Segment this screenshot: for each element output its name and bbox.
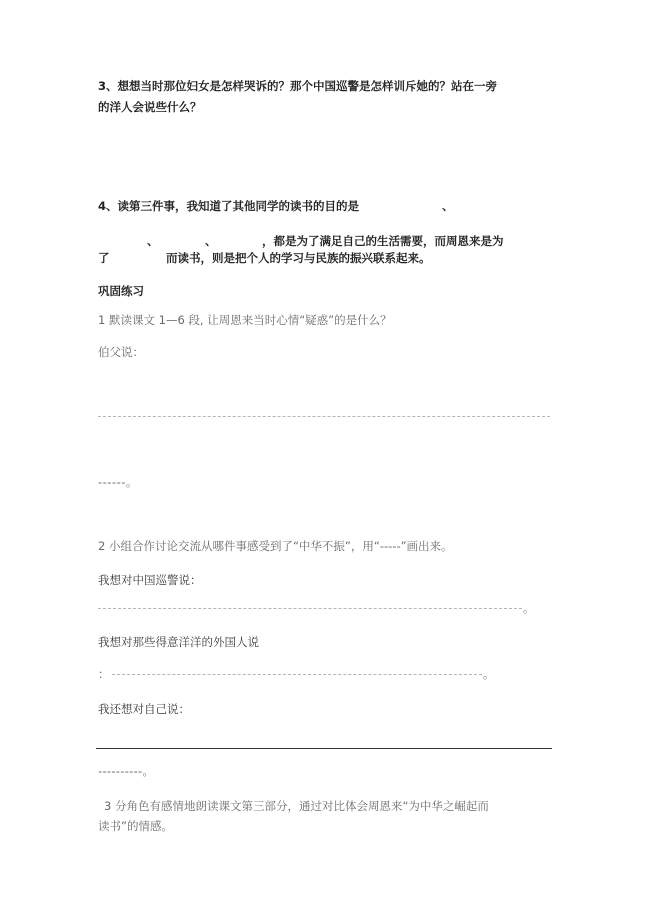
to-self-label: 我还想对自己说： <box>98 702 190 716</box>
section-title: 巩固练习 <box>98 284 144 298</box>
answer-line-foreigners[interactable] <box>112 674 482 675</box>
answer-line-police-end: 。 <box>523 601 535 615</box>
exercise-2-question: 2 小组合作讨论交流从哪件事感受到了“中华不振”，用“-----”画出来。 <box>98 539 453 553</box>
question-3-line-2: 的洋人会说些什么？ <box>98 100 202 114</box>
answer-line-self-tail: ----------。 <box>98 764 155 778</box>
uncle-said-label: 伯父说： <box>98 345 144 359</box>
exercise-3-line-2: 读书”的情感。 <box>98 819 173 833</box>
question-4-line-2: ，都是为了满足自己的生活需要，而周恩来是为 <box>262 234 504 248</box>
answer-line-foreigners-colon: ： <box>98 667 110 681</box>
answer-line-1[interactable] <box>98 416 550 417</box>
question-3-line-1: 3、想想当时那位妇女是怎样哭诉的？那个中国巡警是怎样训斥她的？站在一旁 <box>98 79 497 93</box>
answer-line-police[interactable] <box>98 608 522 609</box>
question-4-comma-1: 、 <box>442 199 454 213</box>
to-police-label: 我想对中国巡警说： <box>98 573 202 587</box>
to-foreigners-label: 我想对那些得意洋洋的外国人说 <box>98 635 259 649</box>
answer-line-self[interactable] <box>96 748 552 749</box>
exercise-3-line-1: 3 分角色有感情地朗读课文第三部分，通过对比体会周恩来“为中华之崛起而 <box>104 799 489 813</box>
question-4-line-3-start: 了 <box>98 251 110 265</box>
question-4-line-3-end: 而读书，则是把个人的学习与民族的振兴联系起来。 <box>166 251 431 265</box>
exercise-1-question: 1 默读课文 1—6 段, 让周恩来当时心情“疑惑”的是什么？ <box>98 313 392 327</box>
answer-line-1-tail: ------。 <box>98 475 138 489</box>
question-4-comma-2: 、 <box>147 234 159 248</box>
answer-line-foreigners-end: 。 <box>483 667 495 681</box>
question-4-comma-3: 、 <box>205 234 217 248</box>
question-4-line-1: 4、读第三件事，我知道了其他同学的读书的目的是 <box>98 199 359 213</box>
